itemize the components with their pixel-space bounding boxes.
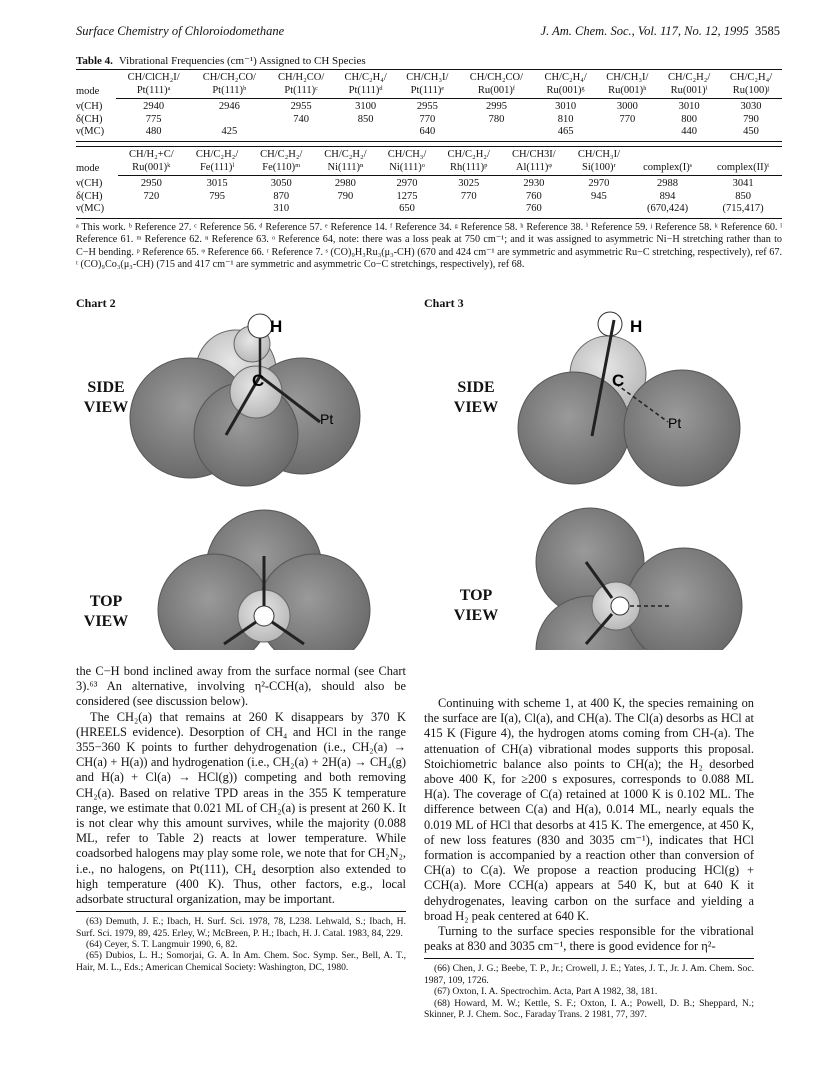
value-cell: (715,417) — [704, 203, 782, 218]
value-cell: 3100 — [355, 101, 377, 112]
value-cell: 3010 — [555, 101, 577, 112]
chart2-figure — [76, 310, 406, 650]
value-cell — [313, 203, 377, 218]
pt-label: Pt — [668, 415, 682, 431]
c-label: C — [612, 371, 625, 390]
value-cell — [458, 126, 534, 141]
column-header-line2: Ru(001)ᵍ — [535, 85, 597, 99]
column-header-line2: Al(111)ᵠ — [501, 162, 567, 176]
column-header-line2: Pt(111)ᵉ — [397, 85, 459, 99]
chart2-top-view — [84, 510, 370, 650]
value-cell — [191, 114, 267, 127]
column-header-line1: CH/C₂H₄/ — [720, 70, 782, 85]
value-cell: 740 — [293, 113, 309, 125]
value-cell — [597, 126, 659, 141]
side-label-line1: SIDE — [87, 379, 125, 396]
table-label: Table 4. — [76, 55, 113, 67]
mode-cell: ν(MC) — [76, 203, 118, 218]
column-header-line2: Ru(001)ᶠ — [458, 85, 534, 99]
value-cell — [118, 203, 185, 218]
value-cell: 310 — [249, 203, 313, 218]
table-row — [76, 191, 782, 204]
right-paragraph-1: Continuing with scheme 1, at 400 K, the species remaining on the surface are I(a), Cl(a), and CH(a). The Cl(a) desorbs as HCl at 415 K (Figure 4), the hydrogen atoms coming from CH-(a). The attenuation of CH(a) vibrational modes supports this proposal. Stoichiometric balance also points to CH(a); the H₂ desorbed above 400 K, for ≥200 s exposures, corresponds to 0.088 ML H(a). The coverage of C(a) retained at 1000 K is 0.102 ML. The difference between C(a) and H(a), 0.014 ML, nearly equals the 0.019 ML of HCl that desorbs at 415 K. The emergence, at 450 K, of new loss features (830 and 3035 cm⁻¹), indicates that HCl formation is accompanied by a reaction other than conversion of CH(a) to C(a). We propose a reaction producing HCl(g) + CCH(a). More CCH(a) appears at 540 K, but at 640 K it dehydrogenates, leaving carbon on the surface and yielding a broad H₂ peak centered at 640 K. — [424, 696, 754, 923]
c-label: C — [252, 371, 265, 390]
table-row — [76, 114, 782, 127]
column-header-line2: Ru(001)ᵏ — [118, 162, 185, 176]
value-cell: 945 — [591, 190, 607, 202]
right-paragraph-2: Turning to the surface species responsible for the vibrational peaks at 830 and 3035 cm⁻¹, there is good evidence for η²- — [424, 924, 754, 954]
value-cell: 2980 — [334, 178, 356, 189]
chart2-title: Chart 2 — [76, 296, 116, 310]
pt-label: Pt — [320, 411, 334, 427]
column-header-line1: CH/CH₃/ — [378, 147, 437, 162]
column-header-line1: CH/C₂H₂/ — [437, 147, 501, 162]
value-cell: 2995 — [485, 101, 507, 112]
left-references — [76, 911, 406, 973]
chart3-figure — [424, 310, 754, 650]
value-cell: 770 — [619, 113, 636, 125]
hydrogen-atom — [598, 312, 622, 336]
reference-63: (63) Demuth, J. E.; Ibach, H. Surf. Sci. 1978, 78, L238. Lehwald, S.; Ibach, H. Surf. Sci. 1979, 89, 425. Erley, W.; McBreen, P. H.; Ibach, H. J. Catal. 1983, 84, 229. — [76, 916, 406, 939]
column-header-line2: Ni(111)ᵒ — [378, 162, 437, 176]
column-header-line1 — [631, 147, 704, 162]
column-header-line1: CH/CH₃I/ — [597, 70, 659, 85]
column-header-line2: Ru(001)ʰ — [597, 85, 659, 99]
top-label-line1: TOP — [89, 593, 123, 610]
value-cell: 425 — [191, 126, 267, 141]
running-header — [76, 24, 780, 42]
chart3-title: Chart 3 — [424, 296, 464, 310]
column-header-line1: CH/CH₂CO/ — [458, 70, 534, 85]
value-cell: 720 — [143, 190, 160, 202]
column-header-line2: Ru(001)ⁱ — [658, 85, 720, 99]
column-header-line2: Fe(110)ᵐ — [249, 162, 313, 176]
column-header-line1: CH/H₂CO/ — [268, 70, 335, 85]
value-cell: 810 — [557, 113, 574, 125]
value-cell — [268, 126, 335, 141]
column-header-line1: CH/CH₃I/ — [567, 147, 631, 162]
value-cell: 2970 — [396, 178, 418, 189]
side-label-line2: VIEW — [453, 399, 499, 416]
column-header-line2: Ni(111)ⁿ — [313, 162, 377, 176]
column-header-line1: CH/CH₂CO/ — [191, 70, 267, 85]
value-cell: 850 — [735, 190, 751, 202]
value-cell: 770 — [460, 190, 477, 202]
value-cell: 480 — [116, 126, 191, 141]
value-cell: 465 — [535, 126, 597, 141]
hydrogen-atom — [611, 597, 629, 615]
hydrogen-atom — [248, 314, 272, 338]
column-header-line2: Pt(111)ᶜ — [268, 85, 335, 99]
column-header-line1: CH/ClCH₂I/ — [116, 70, 191, 85]
mode-cell: δ(CH) — [76, 190, 103, 202]
column-header-line1: CH/H₂+C/ — [118, 147, 185, 162]
value-cell: 3000 — [616, 101, 638, 112]
column-header-line1: CH/CH3I/ — [501, 147, 567, 162]
value-cell: 3030 — [740, 101, 762, 112]
reference-67: (67) Oxton, I. A. Spectrochim. Acta, Part A 1982, 38, 181. — [434, 986, 658, 998]
column-header-mode: mode — [76, 147, 118, 176]
value-cell: 795 — [209, 190, 225, 202]
chart3-side-view — [454, 312, 740, 486]
column-header-line2: Rh(111)ᵖ — [437, 162, 501, 176]
value-cell: 2950 — [140, 178, 162, 189]
table-row — [76, 99, 782, 114]
value-cell: 870 — [273, 190, 290, 202]
column-header-line2: complex(II)ᵗ — [704, 162, 782, 176]
column-header-line2: Pt(111)ᵇ — [191, 85, 267, 99]
column-header-line2: Ru(100)ʲ — [720, 85, 782, 99]
column-header-line2: Pt(111)ᵃ — [116, 85, 191, 99]
value-cell: 800 — [681, 113, 697, 125]
chart2-side-view — [84, 314, 360, 486]
side-label-line1: SIDE — [457, 379, 495, 396]
value-cell: 440 — [658, 126, 720, 141]
top-label-line2: VIEW — [83, 613, 129, 630]
value-cell: 2970 — [588, 178, 610, 189]
column-header-line1 — [704, 147, 782, 162]
mode-cell: ν(CH) — [76, 100, 103, 112]
vibration-table-bottom — [76, 146, 782, 219]
vibration-table-top — [76, 69, 782, 142]
value-cell: 3015 — [206, 178, 228, 189]
column-header-line2: Si(100)ʳ — [567, 162, 631, 176]
value-cell: 2940 — [143, 101, 165, 112]
value-cell: 780 — [488, 113, 505, 125]
right-column — [424, 696, 754, 1020]
h-label: H — [270, 317, 283, 336]
value-cell: 450 — [720, 126, 782, 141]
value-cell: 760 — [525, 190, 542, 202]
table-row — [76, 203, 782, 218]
value-cell: 2930 — [523, 178, 545, 189]
value-cell: 640 — [397, 126, 459, 141]
value-cell: 2955 — [416, 101, 438, 112]
page-number: 3585 — [755, 24, 780, 38]
value-cell: 775 — [145, 113, 162, 125]
table-caption — [76, 54, 366, 67]
reference-64: (64) Ceyer, S. T. Langmuir 1990, 6, 82. — [86, 939, 238, 951]
table-row — [76, 126, 782, 141]
value-cell: 760 — [501, 203, 567, 218]
value-cell: 790 — [743, 113, 759, 125]
value-cell: 770 — [419, 113, 436, 125]
value-cell — [335, 126, 397, 141]
value-cell: 1275 — [396, 190, 418, 202]
reference-65: (65) Dubios, L. H.; Somorjai, G. A. In Am. Chem. Soc. Symp. Ser., Bell, A. T., Hair, M. L., Eds.; American Chemical Society: Washington, DC, 1980. — [76, 950, 406, 973]
value-cell: 3010 — [678, 101, 700, 112]
column-header-line1: CH/C₂H₂/ — [185, 147, 249, 162]
pt-atom-right — [624, 370, 740, 486]
column-header-line1: CH/C₂H₂/ — [658, 70, 720, 85]
mode-cell: ν(MC) — [76, 126, 116, 141]
column-header-line1: CH/CH₃I/ — [397, 70, 459, 85]
table-row — [76, 176, 782, 191]
value-cell: 2988 — [657, 178, 679, 189]
value-cell: 3025 — [458, 178, 480, 189]
table-caption-text: Vibrational Frequencies (cm⁻¹) Assigned to CH Species — [118, 55, 366, 67]
column-header-line2: Pt(111)ᵈ — [335, 85, 397, 99]
right-references — [424, 958, 754, 1020]
journal-name: J. Am. Chem. Soc., Vol. 117, No. 12, 1995 — [540, 24, 749, 38]
mode-cell: ν(CH) — [76, 177, 103, 189]
column-header-line1: CH/C₂H₄/ — [535, 70, 597, 85]
h-label: H — [630, 317, 643, 336]
running-title: Surface Chemistry of Chloroiodomethane — [76, 24, 285, 38]
left-column — [76, 664, 406, 973]
value-cell: (670,424) — [631, 203, 704, 218]
column-header-line2: complex(I)ˢ — [631, 162, 704, 176]
chart3-top-view — [454, 508, 742, 650]
left-paragraph-2: The CH₂(a) that remains at 260 K disappears by 370 K (HREELS evidence). Desorption of CH₄ and HCl in the range 355−360 K points to further dehydrogenation (i.e., CH₂(a) → CH(a) + H(a)) and hydrogenation (i.e., CH₂(a) + 2H(a) → CH₄(g) and H(a) + Cl(a) → HCl(g)) competing and both removing CH₂(a). Based on relative TPD areas in the 355 K temperature range, we estimate that 0.021 ML of CH₂(a) is present at 260 K. It is not clear why this amount survives, while the majority (0.088 ML, refer to Table 2) reacts at lower temperature. While coadsorbed halogens may play some role, we note that for CH₂N₂, i.e., no halogens, on Pt(111), CH₄ desorption also extended to high temperature (400 K). Thus, other factors, e.g., local adsorbate structural organization, may be important. — [76, 709, 406, 907]
column-header-mode: mode — [76, 70, 116, 99]
value-cell — [567, 203, 631, 218]
column-header-line1: CH/C₂H₂/ — [313, 147, 377, 162]
value-cell: 790 — [337, 190, 354, 202]
value-cell: 3041 — [732, 178, 754, 189]
column-header-line2: Fe(111)ˡ — [185, 162, 249, 176]
journal-citation — [541, 24, 780, 39]
reference-68: (68) Howard, M. W.; Kettle, S. F.; Oxton, I. A.; Powell, D. B.; Sheppard, N.; Skinner, P. J. Chem. Soc., Faraday Trans. 2 1981, 77, 397. — [424, 997, 754, 1021]
value-cell: 894 — [659, 190, 676, 202]
table-footnotes: ᵃ This work. ᵇ Reference 27. ᶜ Reference 56. ᵈ Reference 57. ᵉ Reference 14. ᶠ Reference 34. ᵍ Reference 58. ʰ Reference 38. ⁱ Reference 59. ʲ Reference 58. ᵏ Reference 60. ˡ Reference 61. ᵐ Reference 62. ⁿ Reference 63. ᵒ Reference 64, note: there was a loss peak at 750 cm⁻¹; and it was assigned to asymmetric Ni−H stretching rather than to C−H bending. ᵖ Reference 65. ᵠ Reference 66. ʳ Reference 7. ˢ (CO)₉H₃Ru₃(μ₃-CH) (670 and 424 cm⁻¹ are symmetric and asymmetric Ru−C stretching, respectively), ref 67. ᵗ (CO)₉Co₃(μ₃-CH) (715 and 417 cm⁻¹ are symmetric and asymmetric Co−C stretchings, respectively), ref 68. — [76, 222, 782, 271]
value-cell: 650 — [378, 203, 437, 218]
reference-66: (66) Chen, J. G.; Beebe, T. P., Jr.; Crowell, J. E.; Yates, J. T., Jr. J. Am. Chem. Soc. 1987, 109, 1726. — [424, 963, 754, 986]
value-cell: 850 — [357, 113, 374, 125]
left-paragraph-1: the C−H bond inclined away from the surface normal (see Chart 3).⁶³ An alternative, involving η²-CCH(a), should also be considered (see discussion below). — [76, 664, 406, 709]
column-header-line1: CH/C₂H₂/ — [249, 147, 313, 162]
column-header-line1: CH/C₂H₄/ — [335, 70, 397, 85]
side-label-line2: VIEW — [83, 399, 129, 416]
top-label-line2: VIEW — [453, 607, 499, 624]
top-label-line1: TOP — [459, 587, 493, 604]
value-cell: 2955 — [290, 101, 312, 112]
value-cell — [437, 203, 501, 218]
value-cell: 2946 — [218, 101, 240, 112]
value-cell — [185, 203, 249, 218]
value-cell: 3050 — [270, 178, 292, 189]
hydrogen-atom — [254, 606, 274, 626]
mode-cell: δ(CH) — [76, 113, 103, 125]
